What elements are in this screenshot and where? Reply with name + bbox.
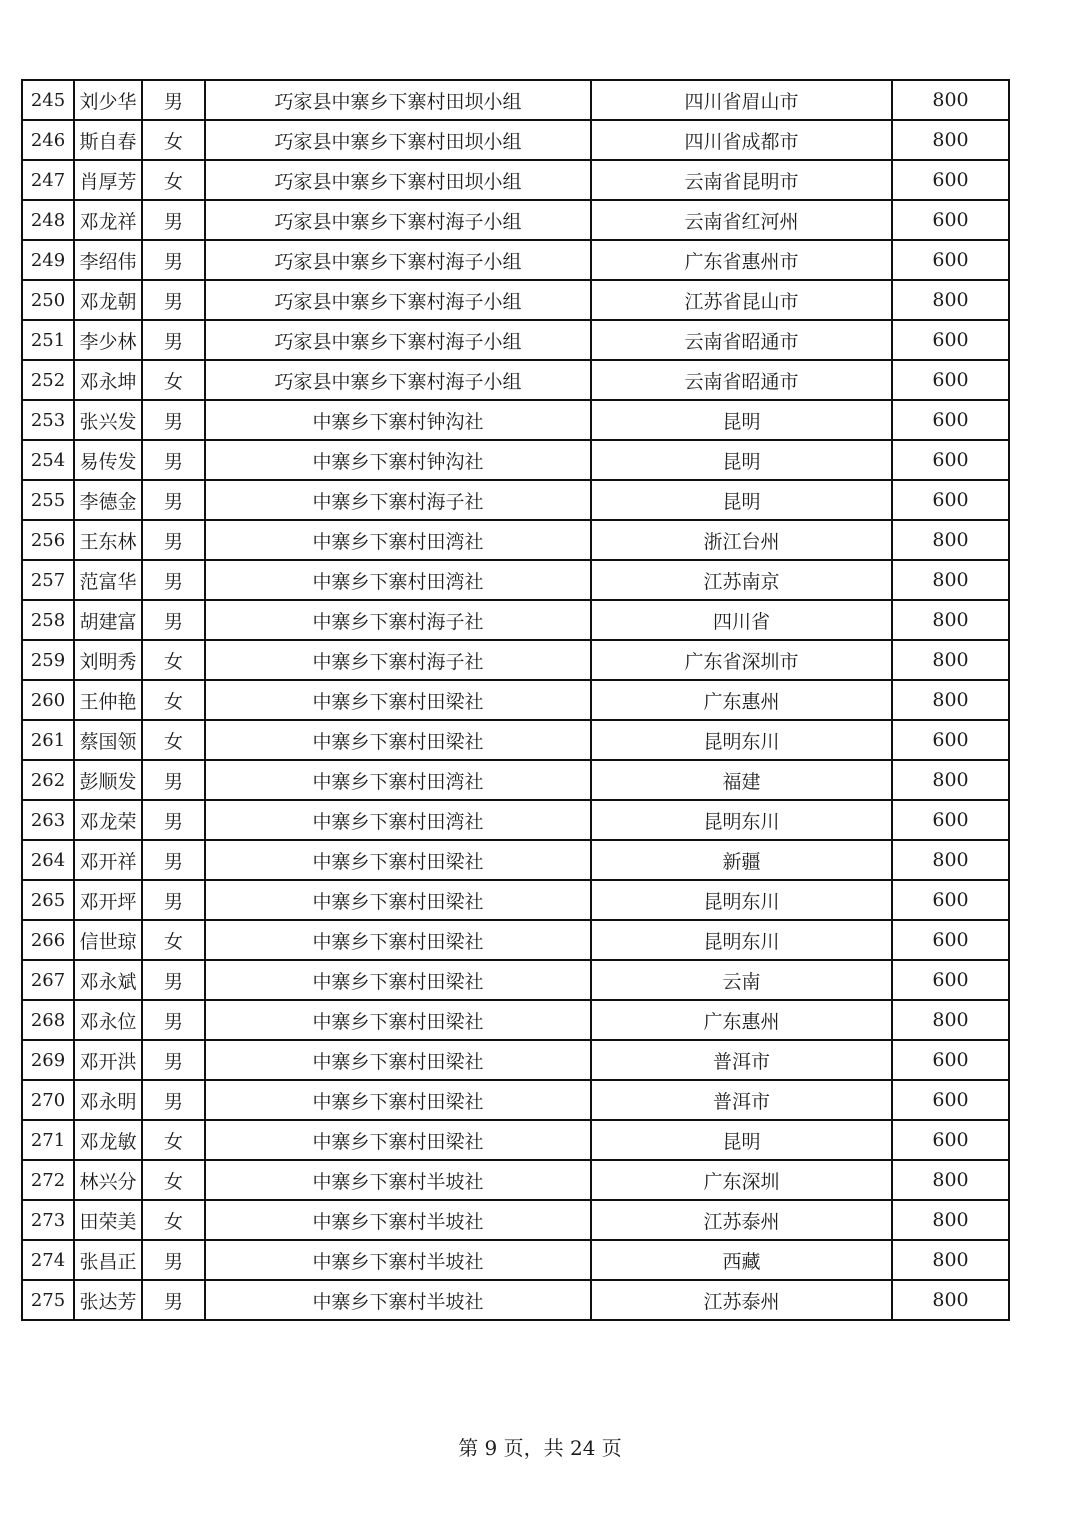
- row-number-cell: 256: [22, 520, 74, 560]
- amount-cell: 800: [892, 680, 1009, 720]
- name-cell: 王东林: [74, 520, 142, 560]
- address-cell: 巧家县中寨乡下寨村海子小组: [205, 320, 591, 360]
- amount-cell: 600: [892, 360, 1009, 400]
- name-cell: 邓永坤: [74, 360, 142, 400]
- name-cell: 刘少华: [74, 80, 142, 120]
- address-cell: 中寨乡下寨村半坡社: [205, 1280, 591, 1320]
- work-location-cell: 昆明: [591, 400, 892, 440]
- amount-cell: 800: [892, 520, 1009, 560]
- address-cell: 中寨乡下寨村田梁社: [205, 1040, 591, 1080]
- amount-cell: 800: [892, 80, 1009, 120]
- address-cell: 中寨乡下寨村海子社: [205, 480, 591, 520]
- work-location-cell: 昆明: [591, 440, 892, 480]
- work-location-cell: 昆明东川: [591, 720, 892, 760]
- table-row: [22, 480, 1009, 520]
- name-cell: 彭顺发: [74, 760, 142, 800]
- name-cell: 王仲艳: [74, 680, 142, 720]
- work-location-cell: 云南省昆明市: [591, 160, 892, 200]
- table-row: [22, 560, 1009, 600]
- address-cell: 巧家县中寨乡下寨村田坝小组: [205, 80, 591, 120]
- name-cell: 张达芳: [74, 1280, 142, 1320]
- address-cell: 中寨乡下寨村钟沟社: [205, 400, 591, 440]
- name-cell: 邓永明: [74, 1080, 142, 1120]
- row-number-cell: 268: [22, 1000, 74, 1040]
- table-row: [22, 880, 1009, 920]
- worker-list-table: [21, 79, 1010, 1321]
- work-location-cell: 四川省: [591, 600, 892, 640]
- work-location-cell: 江苏泰州: [591, 1200, 892, 1240]
- gender-cell: 男: [142, 80, 205, 120]
- work-location-cell: 昆明: [591, 480, 892, 520]
- name-cell: 张昌正: [74, 1240, 142, 1280]
- table-row: [22, 1240, 1009, 1280]
- address-cell: 中寨乡下寨村田梁社: [205, 720, 591, 760]
- address-cell: 中寨乡下寨村钟沟社: [205, 440, 591, 480]
- amount-cell: 600: [892, 1040, 1009, 1080]
- row-number-cell: 264: [22, 840, 74, 880]
- row-number-cell: 265: [22, 880, 74, 920]
- row-number-cell: 269: [22, 1040, 74, 1080]
- name-cell: 李少林: [74, 320, 142, 360]
- row-number-cell: 261: [22, 720, 74, 760]
- row-number-cell: 273: [22, 1200, 74, 1240]
- work-location-cell: 四川省成都市: [591, 120, 892, 160]
- gender-cell: 女: [142, 1200, 205, 1240]
- name-cell: 范富华: [74, 560, 142, 600]
- work-location-cell: 云南省红河州: [591, 200, 892, 240]
- gender-cell: 男: [142, 240, 205, 280]
- name-cell: 李绍伟: [74, 240, 142, 280]
- amount-cell: 600: [892, 960, 1009, 1000]
- work-location-cell: 西藏: [591, 1240, 892, 1280]
- name-cell: 斯自春: [74, 120, 142, 160]
- amount-cell: 600: [892, 1120, 1009, 1160]
- table-row: [22, 1000, 1009, 1040]
- row-number-cell: 272: [22, 1160, 74, 1200]
- row-number-cell: 274: [22, 1240, 74, 1280]
- table-row: [22, 200, 1009, 240]
- row-number-cell: 252: [22, 360, 74, 400]
- amount-cell: 600: [892, 800, 1009, 840]
- address-cell: 中寨乡下寨村田湾社: [205, 800, 591, 840]
- gender-cell: 男: [142, 1080, 205, 1120]
- gender-cell: 女: [142, 120, 205, 160]
- gender-cell: 女: [142, 680, 205, 720]
- gender-cell: 男: [142, 1280, 205, 1320]
- work-location-cell: 广东省深圳市: [591, 640, 892, 680]
- amount-cell: 800: [892, 1160, 1009, 1200]
- table-row: [22, 1200, 1009, 1240]
- work-location-cell: 昆明东川: [591, 800, 892, 840]
- gender-cell: 男: [142, 560, 205, 600]
- row-number-cell: 246: [22, 120, 74, 160]
- address-cell: 中寨乡下寨村田梁社: [205, 1000, 591, 1040]
- amount-cell: 800: [892, 1200, 1009, 1240]
- gender-cell: 男: [142, 520, 205, 560]
- table-row: [22, 1120, 1009, 1160]
- address-cell: 中寨乡下寨村田梁社: [205, 960, 591, 1000]
- work-location-cell: 江苏泰州: [591, 1280, 892, 1320]
- table-row: [22, 520, 1009, 560]
- gender-cell: 男: [142, 320, 205, 360]
- address-cell: 巧家县中寨乡下寨村海子小组: [205, 240, 591, 280]
- table-row: [22, 240, 1009, 280]
- work-location-cell: 云南省昭通市: [591, 320, 892, 360]
- amount-cell: 600: [892, 240, 1009, 280]
- gender-cell: 男: [142, 840, 205, 880]
- row-number-cell: 250: [22, 280, 74, 320]
- table-row: [22, 720, 1009, 760]
- name-cell: 蔡国领: [74, 720, 142, 760]
- name-cell: 邓开祥: [74, 840, 142, 880]
- name-cell: 邓龙朝: [74, 280, 142, 320]
- amount-cell: 600: [892, 480, 1009, 520]
- address-cell: 中寨乡下寨村田湾社: [205, 760, 591, 800]
- work-location-cell: 福建: [591, 760, 892, 800]
- amount-cell: 600: [892, 1080, 1009, 1120]
- gender-cell: 男: [142, 440, 205, 480]
- row-number-cell: 247: [22, 160, 74, 200]
- table-row: [22, 320, 1009, 360]
- address-cell: 巧家县中寨乡下寨村海子小组: [205, 280, 591, 320]
- name-cell: 邓永斌: [74, 960, 142, 1000]
- row-number-cell: 271: [22, 1120, 74, 1160]
- table-row: [22, 840, 1009, 880]
- amount-cell: 600: [892, 720, 1009, 760]
- amount-cell: 600: [892, 400, 1009, 440]
- table-row: [22, 400, 1009, 440]
- name-cell: 肖厚芳: [74, 160, 142, 200]
- amount-cell: 600: [892, 320, 1009, 360]
- table-row: [22, 1040, 1009, 1080]
- gender-cell: 男: [142, 480, 205, 520]
- amount-cell: 800: [892, 760, 1009, 800]
- work-location-cell: 昆明东川: [591, 920, 892, 960]
- table-row: [22, 600, 1009, 640]
- amount-cell: 800: [892, 600, 1009, 640]
- address-cell: 中寨乡下寨村田梁社: [205, 840, 591, 880]
- name-cell: 李德金: [74, 480, 142, 520]
- work-location-cell: 新疆: [591, 840, 892, 880]
- gender-cell: 男: [142, 800, 205, 840]
- row-number-cell: 275: [22, 1280, 74, 1320]
- row-number-cell: 253: [22, 400, 74, 440]
- address-cell: 巧家县中寨乡下寨村海子小组: [205, 200, 591, 240]
- amount-cell: 600: [892, 880, 1009, 920]
- table-body: [22, 80, 1009, 1320]
- name-cell: 邓开坪: [74, 880, 142, 920]
- address-cell: 巧家县中寨乡下寨村海子小组: [205, 360, 591, 400]
- work-location-cell: 普洱市: [591, 1040, 892, 1080]
- row-number-cell: 263: [22, 800, 74, 840]
- address-cell: 中寨乡下寨村半坡社: [205, 1160, 591, 1200]
- work-location-cell: 云南省昭通市: [591, 360, 892, 400]
- gender-cell: 男: [142, 400, 205, 440]
- row-number-cell: 248: [22, 200, 74, 240]
- row-number-cell: 262: [22, 760, 74, 800]
- row-number-cell: 258: [22, 600, 74, 640]
- work-location-cell: 四川省眉山市: [591, 80, 892, 120]
- amount-cell: 800: [892, 560, 1009, 600]
- address-cell: 中寨乡下寨村田梁社: [205, 880, 591, 920]
- address-cell: 中寨乡下寨村海子社: [205, 600, 591, 640]
- name-cell: 邓龙敏: [74, 1120, 142, 1160]
- gender-cell: 男: [142, 600, 205, 640]
- table-row: [22, 640, 1009, 680]
- gender-cell: 女: [142, 720, 205, 760]
- amount-cell: 800: [892, 840, 1009, 880]
- gender-cell: 男: [142, 280, 205, 320]
- work-location-cell: 广东惠州: [591, 680, 892, 720]
- address-cell: 中寨乡下寨村田梁社: [205, 1120, 591, 1160]
- amount-cell: 800: [892, 1000, 1009, 1040]
- work-location-cell: 云南: [591, 960, 892, 1000]
- amount-cell: 800: [892, 120, 1009, 160]
- gender-cell: 男: [142, 200, 205, 240]
- gender-cell: 男: [142, 760, 205, 800]
- table-row: [22, 920, 1009, 960]
- work-location-cell: 广东省惠州市: [591, 240, 892, 280]
- gender-cell: 男: [142, 1040, 205, 1080]
- table-row: [22, 360, 1009, 400]
- name-cell: 林兴分: [74, 1160, 142, 1200]
- name-cell: 张兴发: [74, 400, 142, 440]
- name-cell: 邓龙荣: [74, 800, 142, 840]
- gender-cell: 女: [142, 1120, 205, 1160]
- row-number-cell: 260: [22, 680, 74, 720]
- table-row: [22, 120, 1009, 160]
- work-location-cell: 江苏南京: [591, 560, 892, 600]
- row-number-cell: 266: [22, 920, 74, 960]
- table-row: [22, 160, 1009, 200]
- table-row: [22, 760, 1009, 800]
- table-row: [22, 280, 1009, 320]
- name-cell: 胡建富: [74, 600, 142, 640]
- table-row: [22, 80, 1009, 120]
- amount-cell: 800: [892, 640, 1009, 680]
- table-row: [22, 960, 1009, 1000]
- address-cell: 中寨乡下寨村田梁社: [205, 920, 591, 960]
- gender-cell: 女: [142, 360, 205, 400]
- amount-cell: 600: [892, 920, 1009, 960]
- work-location-cell: 江苏省昆山市: [591, 280, 892, 320]
- gender-cell: 男: [142, 880, 205, 920]
- address-cell: 中寨乡下寨村海子社: [205, 640, 591, 680]
- address-cell: 中寨乡下寨村田梁社: [205, 1080, 591, 1120]
- address-cell: 中寨乡下寨村半坡社: [205, 1240, 591, 1280]
- amount-cell: 800: [892, 280, 1009, 320]
- name-cell: 邓开洪: [74, 1040, 142, 1080]
- row-number-cell: 270: [22, 1080, 74, 1120]
- gender-cell: 男: [142, 960, 205, 1000]
- address-cell: 中寨乡下寨村半坡社: [205, 1200, 591, 1240]
- name-cell: 田荣美: [74, 1200, 142, 1240]
- amount-cell: 800: [892, 1280, 1009, 1320]
- gender-cell: 女: [142, 640, 205, 680]
- work-location-cell: 昆明东川: [591, 880, 892, 920]
- page-number: 第 9 页，共 24 页: [458, 1436, 622, 1460]
- work-location-cell: 浙江台州: [591, 520, 892, 560]
- row-number-cell: 245: [22, 80, 74, 120]
- amount-cell: 800: [892, 1240, 1009, 1280]
- table-row: [22, 680, 1009, 720]
- gender-cell: 男: [142, 1240, 205, 1280]
- gender-cell: 女: [142, 920, 205, 960]
- gender-cell: 男: [142, 1000, 205, 1040]
- table-row: [22, 440, 1009, 480]
- address-cell: 中寨乡下寨村田湾社: [205, 520, 591, 560]
- name-cell: 邓龙祥: [74, 200, 142, 240]
- name-cell: 易传发: [74, 440, 142, 480]
- work-location-cell: 普洱市: [591, 1080, 892, 1120]
- row-number-cell: 251: [22, 320, 74, 360]
- row-number-cell: 259: [22, 640, 74, 680]
- name-cell: 信世琼: [74, 920, 142, 960]
- name-cell: 刘明秀: [74, 640, 142, 680]
- amount-cell: 600: [892, 200, 1009, 240]
- row-number-cell: 249: [22, 240, 74, 280]
- row-number-cell: 254: [22, 440, 74, 480]
- table-row: [22, 1080, 1009, 1120]
- gender-cell: 女: [142, 1160, 205, 1200]
- row-number-cell: 267: [22, 960, 74, 1000]
- amount-cell: 600: [892, 440, 1009, 480]
- address-cell: 巧家县中寨乡下寨村田坝小组: [205, 120, 591, 160]
- table-row: [22, 800, 1009, 840]
- name-cell: 邓永位: [74, 1000, 142, 1040]
- work-location-cell: 广东深圳: [591, 1160, 892, 1200]
- work-location-cell: 昆明: [591, 1120, 892, 1160]
- address-cell: 巧家县中寨乡下寨村田坝小组: [205, 160, 591, 200]
- address-cell: 中寨乡下寨村田梁社: [205, 680, 591, 720]
- table-row: [22, 1280, 1009, 1320]
- address-cell: 中寨乡下寨村田湾社: [205, 560, 591, 600]
- gender-cell: 女: [142, 160, 205, 200]
- row-number-cell: 257: [22, 560, 74, 600]
- row-number-cell: 255: [22, 480, 74, 520]
- work-location-cell: 广东惠州: [591, 1000, 892, 1040]
- table-row: [22, 1160, 1009, 1200]
- amount-cell: 600: [892, 160, 1009, 200]
